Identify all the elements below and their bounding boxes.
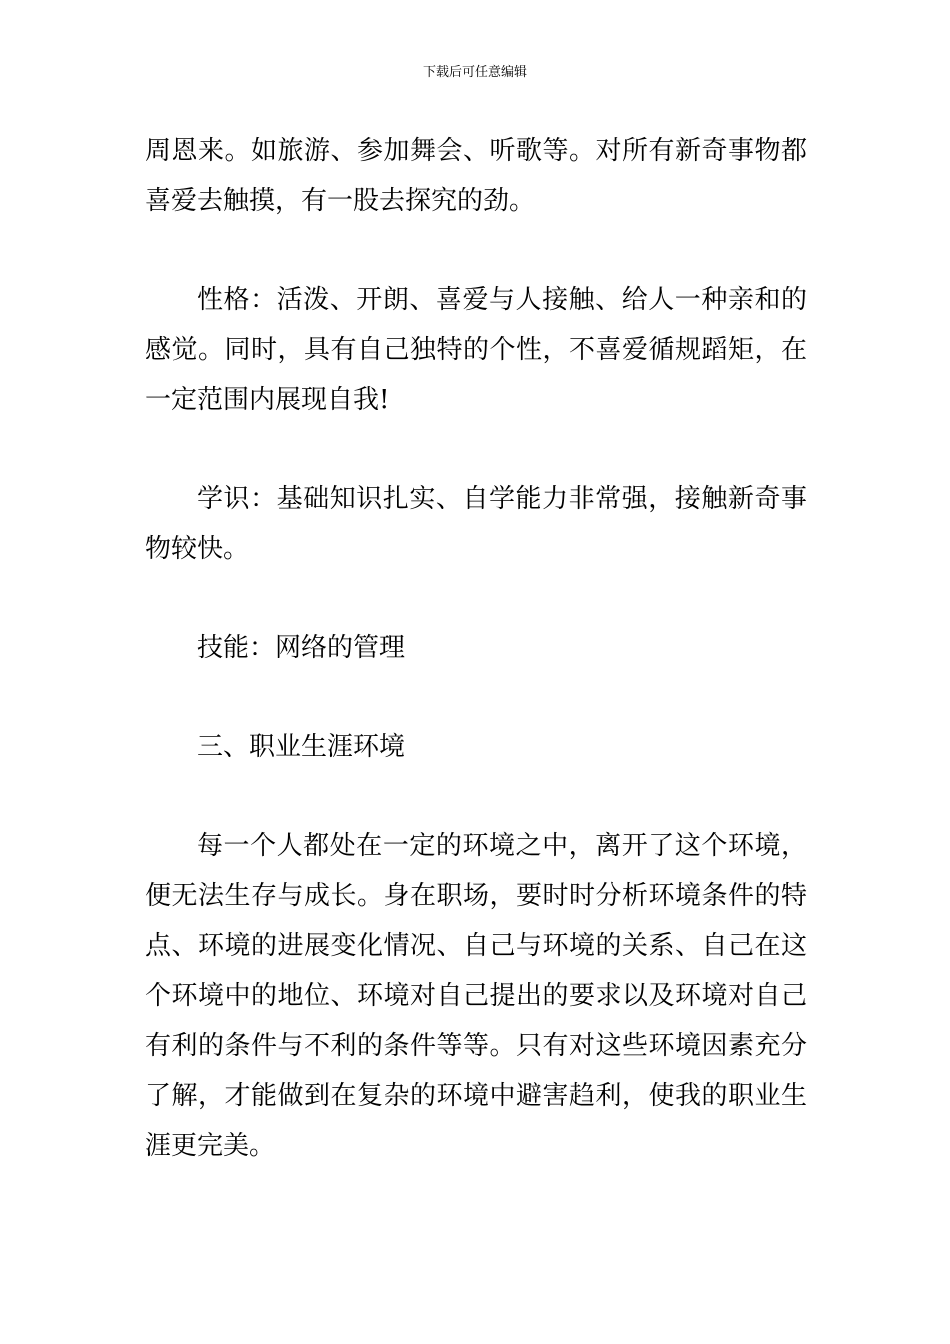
paragraph-hobbies: 周恩来。如旅游、参加舞会、听歌等。对所有新奇事物都喜爱去触摸，有一股去探究的劲。 <box>145 136 807 216</box>
document-body <box>145 126 807 1220</box>
section-heading-career-environment: 三、职业生涯环境 <box>197 732 406 762</box>
paragraph-personality: 性格：活泼、开朗、喜爱与人接触、给人一种亲和的感觉。同时，具有自己独特的个性，不喜爱循规蹈矩，在一定范围内展现自我! <box>145 285 807 415</box>
page-header <box>0 64 950 82</box>
paragraph-knowledge: 学识：基础知识扎实、自学能力非常强，接触新奇事物较快。 <box>145 484 807 564</box>
paragraph-skills: 技能：网络的管理 <box>197 633 406 663</box>
paragraph-environment: 每一个人都处在一定的环境之中，离开了这个环境，便无法生存与成长。身在职场，要时时分析环境条件的特点、环境的进展变化情况、自己与环境的关系、自己在这个环境中的地位、环境对自己提出的要求以及环境对自己有利的条件与不利的条件等等。只有对这些环境因素充分了解，才能做到在复杂的环境中避害趋利，使我的职业生涯更完美。 <box>145 831 807 1161</box>
header-note: 下载后可任意编辑 <box>422 65 527 80</box>
